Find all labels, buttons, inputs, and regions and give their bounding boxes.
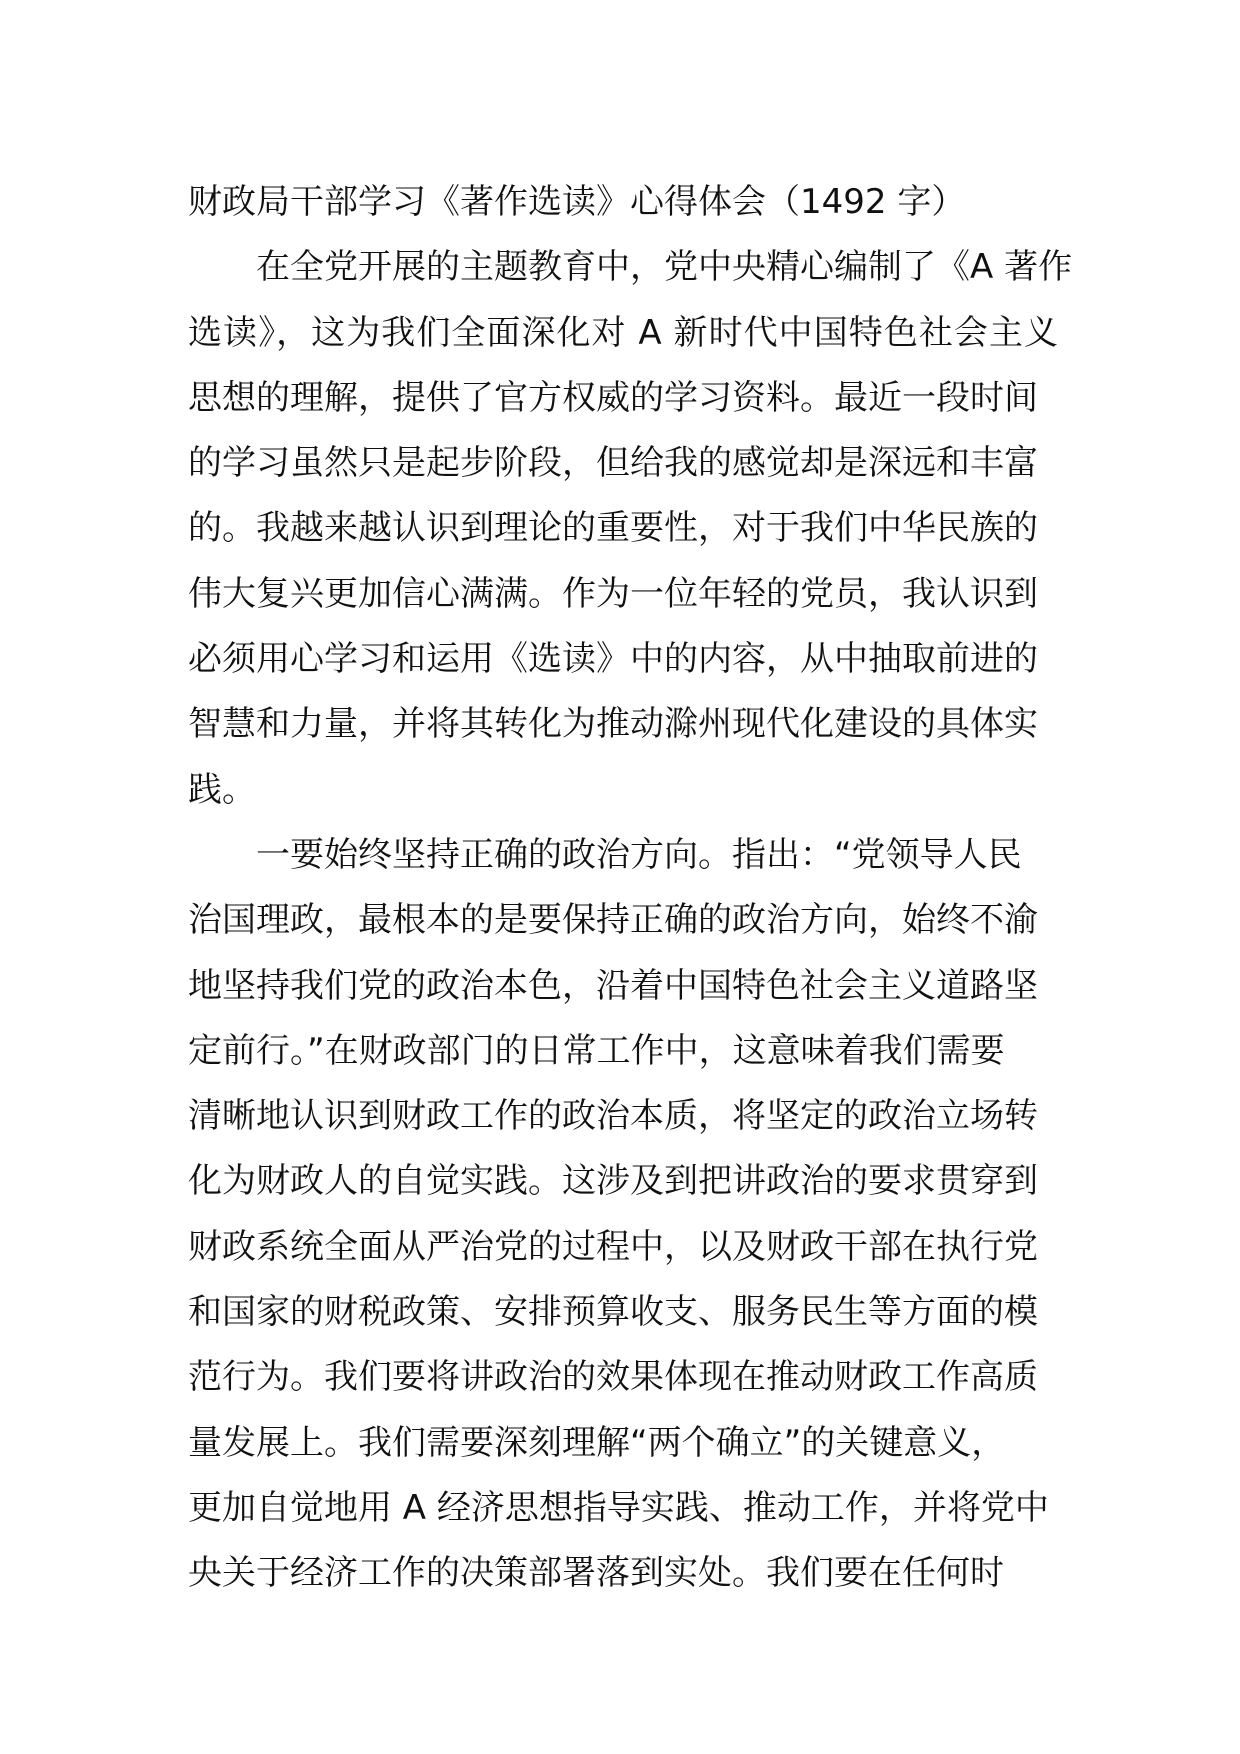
paragraph-1-line-5: 的。我越来越认识到理论的重要性，对于我们中华民族的 xyxy=(188,508,1038,549)
paragraph-2-line-4: 定前行。”在财政部门的日常工作中，这意味着我们需要 xyxy=(188,1030,1005,1071)
paragraph-2-line-7: 财政系统全面从严治党的过程中，以及财政干部在执行党 xyxy=(188,1226,1038,1267)
paragraph-2-line-10: 量发展上。我们需要深刻理解“两个确立”的关键意义， xyxy=(188,1422,1006,1463)
paragraph-2-line-3: 地坚持我们党的政治本色，沿着中国特色社会主义道路坚 xyxy=(188,965,1038,1006)
paragraph-1-line-4: 的学习虽然只是起步阶段，但给我的感觉却是深远和丰富 xyxy=(188,443,1038,484)
paragraph-1-line-9: 践。 xyxy=(188,769,256,810)
paragraph-2-line-2: 治国理政，最根本的是要保持正确的政治方向，始终不渝 xyxy=(188,900,1038,941)
document-page xyxy=(188,170,1073,1607)
document-title: 财政局干部学习《著作选读》心得体会（1492 字） xyxy=(188,182,966,222)
paragraph-2-line-1: 一要始终坚持正确的政治方向。指出：“党领导人民 xyxy=(256,834,1022,875)
paragraph-1-line-3: 思想的理解，提供了官方权威的学习资料。最近一段时间 xyxy=(188,377,1038,418)
paragraph-2-line-8: 和国家的财税政策、安排预算收支、服务民生等方面的模 xyxy=(188,1292,1038,1333)
paragraph-2-line-9: 范行为。我们要将讲政治的效果体现在推动财政工作高质 xyxy=(188,1357,1038,1398)
paragraph-2-line-12: 央关于经济工作的决策部署落到实处。我们要在任何时 xyxy=(188,1553,1004,1594)
paragraph-1-line-7: 必须用心学习和运用《选读》中的内容，从中抽取前进的 xyxy=(188,639,1038,680)
paragraph-1-line-2: 选读》，这为我们全面深化对 A 新时代中国特色社会主义 xyxy=(188,312,1058,353)
paragraph-1-line-8: 智慧和力量，并将其转化为推动滁州现代化建设的具体实 xyxy=(188,704,1038,745)
paragraph-2-line-11: 更加自觉地用 A 经济思想指导实践、推动工作，并将党中 xyxy=(188,1487,1049,1528)
paragraph-1 xyxy=(188,235,1073,823)
paragraph-2 xyxy=(188,823,1058,1607)
paragraph-2-line-6: 化为财政人的自觉实践。这涉及到把讲政治的要求贯穿到 xyxy=(188,1161,1038,1202)
paragraph-1-line-1: 在全党开展的主题教育中，党中央精心编制了《A 著作 xyxy=(256,247,1073,288)
paragraph-2-line-5: 清晰地认识到财政工作的政治本质，将坚定的政治立场转 xyxy=(188,1096,1038,1137)
paragraph-1-line-6: 伟大复兴更加信心满满。作为一位年轻的党员，我认识到 xyxy=(188,573,1038,614)
